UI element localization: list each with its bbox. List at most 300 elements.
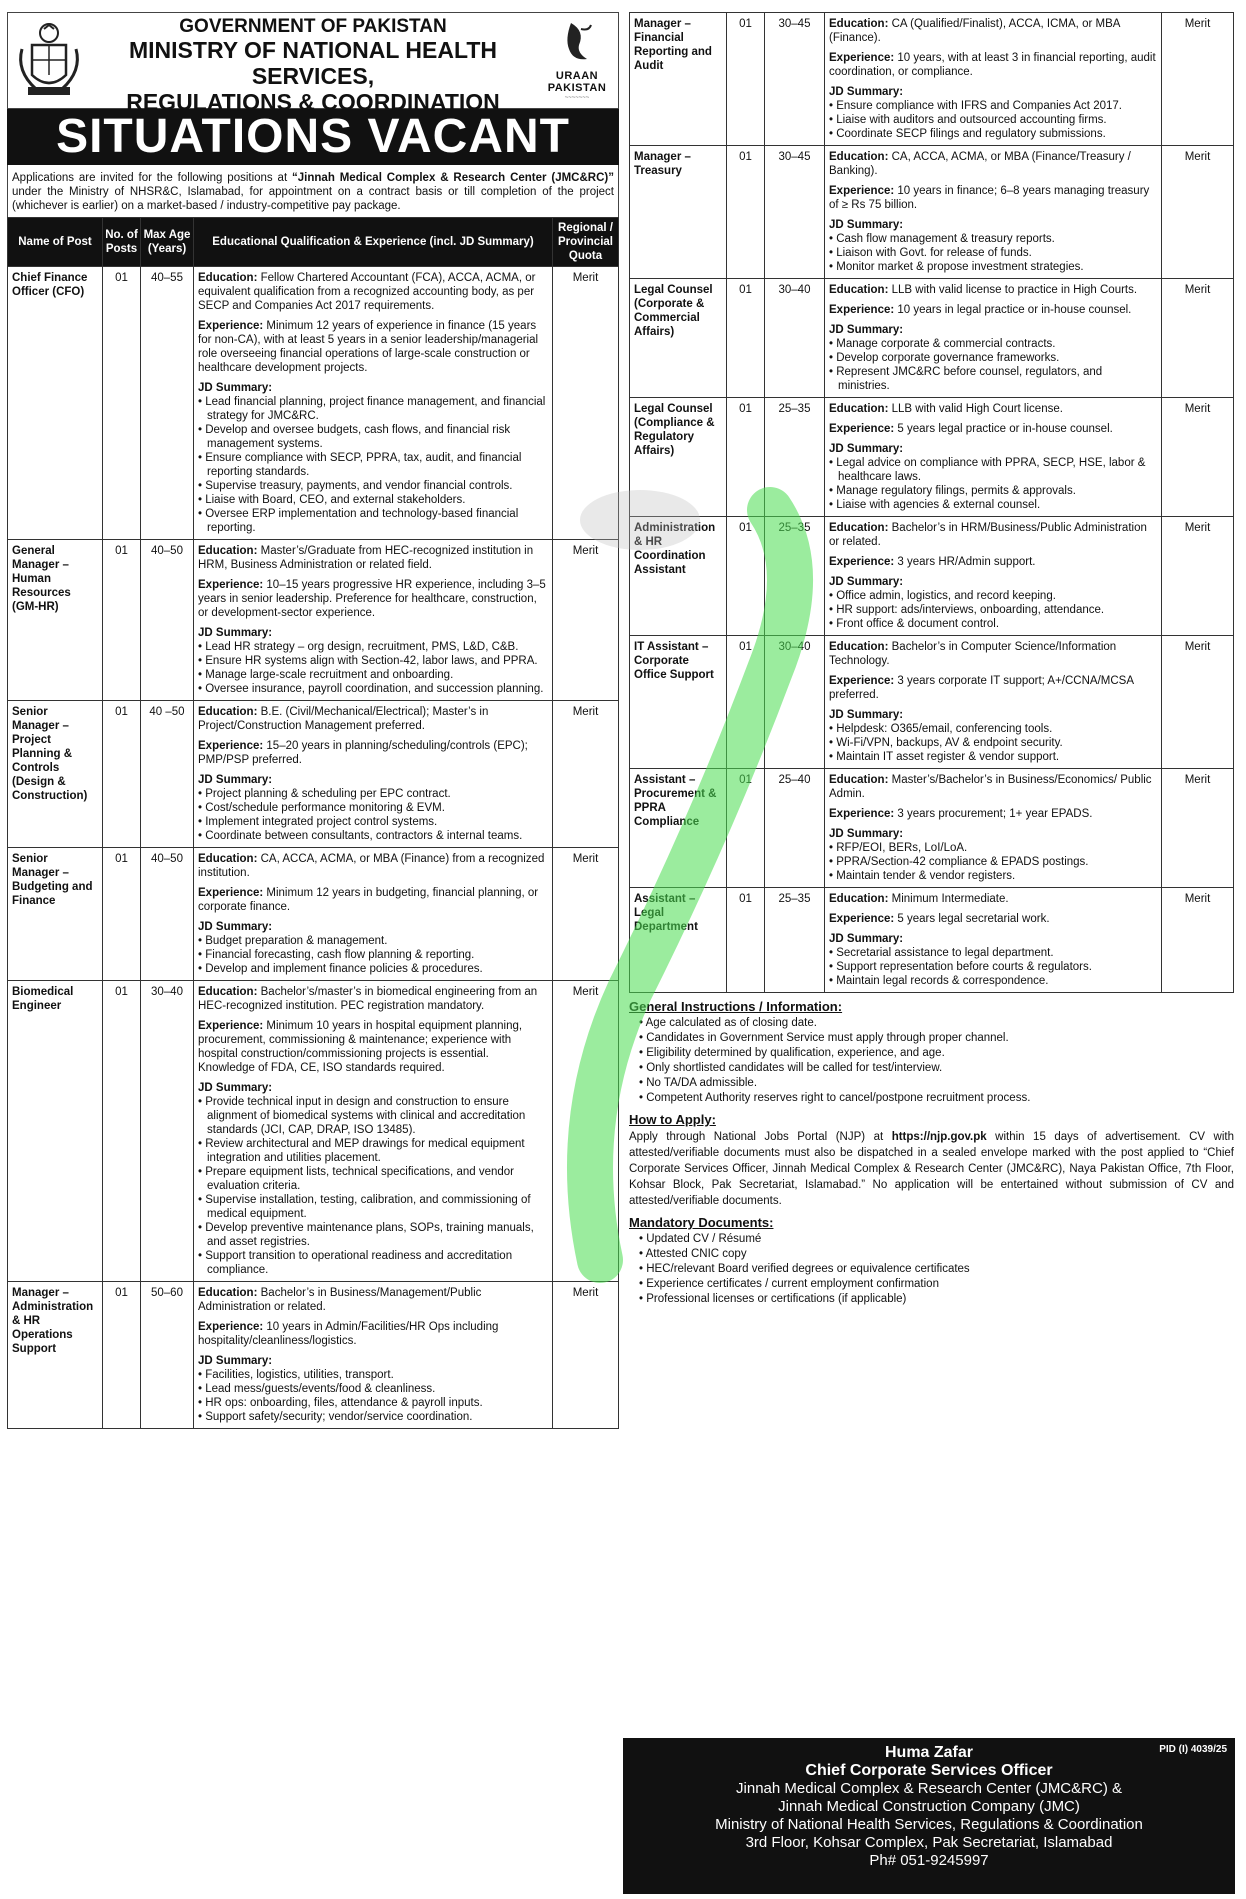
experience-label: Experience: <box>829 808 895 820</box>
post-count: 01 <box>103 981 141 1282</box>
qualification-cell <box>825 769 1162 888</box>
experience-para <box>198 886 548 914</box>
education-para <box>829 773 1157 801</box>
experience-text: 10 years in Admin/Facilities/HR Ops including hospitality/cleanliness/logistics. <box>198 1321 499 1347</box>
general-instructions <box>629 999 1234 1106</box>
education-para <box>829 283 1157 297</box>
education-para <box>198 1286 548 1314</box>
post-count: 01 <box>727 517 765 636</box>
education-label: Education: <box>198 706 258 718</box>
quota: Merit <box>1162 146 1234 279</box>
experience-para <box>198 739 548 767</box>
jd-item: • Wi-Fi/VPN, backups, AV & endpoint security. <box>829 736 1157 750</box>
how-to-apply <box>629 1112 1234 1209</box>
max-age: 30–40 <box>765 636 825 769</box>
post-count: 01 <box>727 146 765 279</box>
address-line: Ministry of National Health Services, Regulations & Coordination <box>715 1816 1143 1833</box>
jd-list <box>829 589 1157 631</box>
post-name: Legal Counsel (Corporate & Commercial Affairs) <box>630 279 727 398</box>
post-count: 01 <box>727 888 765 993</box>
jd-item: • Supervise treasury, payments, and vendor financial controls. <box>198 479 548 493</box>
jd-item: • Maintain tender & vendor registers. <box>829 869 1157 883</box>
col-age-header: Max Age (Years) <box>141 218 194 267</box>
jd-label: JD Summary: <box>829 324 904 336</box>
qualification-cell <box>194 701 553 848</box>
quota: Merit <box>1162 13 1234 146</box>
jobs-table-right <box>629 12 1234 993</box>
qualification-cell <box>194 981 553 1282</box>
education-label: Education: <box>829 18 889 30</box>
education-para <box>829 150 1157 178</box>
education-para <box>198 271 548 313</box>
qualification-cell <box>194 540 553 701</box>
education-text: Bachelor’s/master’s in biomedical engineering from an HEC-recognized institution. PEC registration mandatory. <box>198 986 538 1012</box>
jd-item: • Support safety/security; vendor/service coordination. <box>198 1410 548 1424</box>
max-age: 25–35 <box>765 398 825 517</box>
education-text: Fellow Chartered Accountant (FCA), ACCA, ACMA, or equivalent qualification from a recognized accounting body, as per SECP and Companies Act 2017 requirements. <box>198 272 536 312</box>
col-post-header: Name of Post <box>8 218 103 267</box>
jd-item: • Front office & document control. <box>829 617 1157 631</box>
post-count: 01 <box>727 636 765 769</box>
jd-item: • Manage corporate & commercial contracts. <box>829 337 1157 351</box>
jd-item: • Provide technical input in design and construction to ensure alignment of biomedical systems with clinical and accreditation standards (JCI, CAP, DRAP, ISO 13485). <box>198 1095 548 1137</box>
education-para <box>829 402 1157 416</box>
education-label: Education: <box>829 522 889 534</box>
post-name: Chief Finance Officer (CFO) <box>8 267 103 540</box>
experience-label: Experience: <box>198 887 264 899</box>
experience-text: 10 years, with at least 3 in financial reporting, audit coordination, or compliance. <box>829 52 1156 78</box>
jd-item: • PPRA/Section-42 compliance & EPADS postings. <box>829 855 1157 869</box>
post-name: Administration & HR Coordination Assistant <box>630 517 727 636</box>
address-line: 3rd Floor, Kohsar Complex, Pak Secretariat, Islamabad <box>745 1834 1113 1851</box>
jd-list <box>829 722 1157 764</box>
jd-item: • Lead financial planning, project finance management, and financial strategy for JMC&RC. <box>198 395 548 423</box>
post-name: Manager – Financial Reporting and Audit <box>630 13 727 146</box>
mandatory-documents-list <box>629 1232 1234 1307</box>
post-count: 01 <box>103 540 141 701</box>
max-age: 30–40 <box>141 981 194 1282</box>
jd-item: • Office admin, logistics, and record keeping. <box>829 589 1157 603</box>
intro-org: “Jinnah Medical Complex & Research Center (JMC&RC)” <box>292 172 614 184</box>
qualification-cell <box>825 279 1162 398</box>
post-name: Senior Manager – Project Planning & Controls (Design & Construction) <box>8 701 103 848</box>
experience-text: Minimum 12 years in budgeting, financial planning, or corporate finance. <box>198 887 539 913</box>
jd-item: • HR ops: onboarding, files, attendance & payroll inputs. <box>198 1396 548 1410</box>
experience-para <box>829 555 1157 569</box>
jd-item: • Ensure compliance with IFRS and Companies Act 2017. <box>829 99 1157 113</box>
experience-label: Experience: <box>829 675 895 687</box>
jd-label: JD Summary: <box>829 443 904 455</box>
job-row <box>630 398 1234 517</box>
apply-after: within 15 days of advertisement. CV with attested/verifiable documents must also be dispatched in a sealed envelope marked with the post applied to “Chief Corporate Services Officer, Jinnah Medical Complex & Research Center (JMC&RC), Naya Pakistan Office, 7th Floor, Kohsar Block, Pak Secretariat, Islamabad.” No application will be entertained without submission of CV and attested/verifiable documents. <box>629 1131 1235 1207</box>
post-name: Manager – Administration & HR Operations Support <box>8 1282 103 1429</box>
how-to-apply-text <box>629 1129 1234 1209</box>
quota: Merit <box>1162 769 1234 888</box>
education-para <box>829 521 1157 549</box>
job-row <box>8 701 619 848</box>
education-text: LLB with valid license to practice in High Courts. <box>891 284 1138 296</box>
col-qual-header: Educational Qualification & Experience (incl. JD Summary) <box>194 218 553 267</box>
jd-item: • Review architectural and MEP drawings for medical equipment integration and utilities placement. <box>198 1137 548 1165</box>
jd-item: • HR support: ads/interviews, onboarding, attendance. <box>829 603 1157 617</box>
experience-label: Experience: <box>829 185 895 197</box>
document-item: • HEC/relevant Board verified degrees or equivalence certificates <box>639 1262 1234 1277</box>
experience-label: Experience: <box>829 304 895 316</box>
education-text: B.E. (Civil/Mechanical/Electrical); Master’s in Project/Construction Management preferred. <box>198 706 489 732</box>
education-label: Education: <box>829 403 889 415</box>
gov-title: GOVERNMENT OF PAKISTAN <box>179 16 447 37</box>
document-item: • Professional licenses or certifications (if applicable) <box>639 1292 1234 1307</box>
post-count: 01 <box>103 848 141 981</box>
qualification-cell <box>825 13 1162 146</box>
ministry-line-1: MINISTRY OF NATIONAL HEALTH SERVICES, <box>129 37 497 89</box>
qualification-cell <box>194 848 553 981</box>
ad-header <box>7 12 619 115</box>
experience-para <box>829 303 1157 317</box>
general-instructions-title: General Instructions / Information: <box>629 999 843 1014</box>
max-age: 40–55 <box>141 267 194 540</box>
qualification-cell <box>825 888 1162 993</box>
job-row <box>630 636 1234 769</box>
instruction-item: • No TA/DA admissible. <box>639 1076 1234 1091</box>
qualification-cell <box>194 1282 553 1429</box>
jd-item: • Coordinate between consultants, contractors & internal teams. <box>198 829 548 843</box>
instruction-item: • Eligibility determined by qualification, experience, and age. <box>639 1046 1234 1061</box>
experience-para <box>829 674 1157 702</box>
jd-item: • Coordinate SECP filings and regulatory submissions. <box>829 127 1157 141</box>
jd-item: • Support transition to operational readiness and accreditation compliance. <box>198 1249 548 1277</box>
qualification-cell <box>825 146 1162 279</box>
jd-list <box>198 1368 548 1424</box>
job-row <box>8 267 619 540</box>
jd-label: JD Summary: <box>829 709 904 721</box>
experience-label: Experience: <box>198 1321 264 1333</box>
left-column <box>7 12 619 1429</box>
jd-item: • Develop and oversee budgets, cash flows, and financial risk management systems. <box>198 423 548 451</box>
jd-item: • Cost/schedule performance monitoring & EVM. <box>198 801 548 815</box>
jd-label: JD Summary: <box>829 576 904 588</box>
experience-para <box>198 1019 548 1075</box>
jd-item: • Support representation before courts & regulators. <box>829 960 1157 974</box>
quota: Merit <box>553 1282 619 1429</box>
education-text: Master’s/Bachelor’s in Business/Economics/ Public Admin. <box>829 774 1152 800</box>
max-age: 25–40 <box>765 769 825 888</box>
education-para <box>198 705 548 733</box>
education-para <box>198 985 548 1013</box>
job-row <box>630 279 1234 398</box>
jd-item: • Develop and implement finance policies & procedures. <box>198 962 548 976</box>
col-quota-header: Regional / Provincial Quota <box>553 218 619 267</box>
experience-text: 15–20 years in planning/scheduling/controls (EPC); PMP/PSP preferred. <box>198 740 528 766</box>
uraan-title: URAAN PAKISTAN <box>547 70 607 94</box>
jd-label: JD Summary: <box>198 774 273 786</box>
education-para <box>829 17 1157 45</box>
quota: Merit <box>1162 636 1234 769</box>
post-count: 01 <box>727 279 765 398</box>
jobs-table-left <box>7 217 619 1429</box>
jd-item: • Ensure HR systems align with Section-42, labor laws, and PPRA. <box>198 654 548 668</box>
experience-para <box>829 807 1157 821</box>
qualification-cell <box>825 517 1162 636</box>
intro-after: under the Ministry of NHSR&C, Islamabad, for appointment on a contract basis or till completion of the project (whichever is earlier) on a market-based / industry-competitive pay package. <box>12 186 614 212</box>
jd-label: JD Summary: <box>829 933 904 945</box>
jd-label: JD Summary: <box>198 1355 273 1367</box>
jd-list <box>829 99 1157 141</box>
max-age: 50–60 <box>141 1282 194 1429</box>
how-to-apply-title: How to Apply: <box>629 1112 716 1127</box>
experience-text: 10–15 years progressive HR experience, including 3–5 years in senior leadership. Preference for healthcare, construction, or development-sector experience. <box>198 579 546 619</box>
jd-item: • RFP/EOI, BERs, LoI/LoA. <box>829 841 1157 855</box>
education-label: Education: <box>829 284 889 296</box>
table-header-row <box>8 218 619 267</box>
education-text: Master’s/Graduate from HEC-recognized institution in HRM, Business Administration or related field. <box>198 545 534 571</box>
jd-item: • Implement integrated project control systems. <box>198 815 548 829</box>
address-line: Jinnah Medical Construction Company (JMC) <box>778 1798 1080 1815</box>
post-name: General Manager – Human Resources (GM-HR) <box>8 540 103 701</box>
experience-text: Minimum 10 years in hospital equipment planning, procurement, commissioning & maintenance; experience with hospital construction/commissioning projects is essential. Knowledge of FDA, CE, ISO standards required. <box>198 1020 523 1074</box>
education-para <box>198 544 548 572</box>
job-row <box>630 517 1234 636</box>
jd-item: • Lead mess/guests/events/food & cleanliness. <box>198 1382 548 1396</box>
education-text: LLB with valid High Court license. <box>891 403 1063 415</box>
document-item: • Attested CNIC copy <box>639 1247 1234 1262</box>
jd-label: JD Summary: <box>829 219 904 231</box>
qualification-cell <box>194 267 553 540</box>
post-count: 01 <box>103 1282 141 1429</box>
jd-item: • Facilities, logistics, utilities, transport. <box>198 1368 548 1382</box>
experience-para <box>829 422 1157 436</box>
job-row <box>630 146 1234 279</box>
jd-item: • Ensure compliance with SECP, PPRA, tax, audit, and financial reporting standards. <box>198 451 548 479</box>
instruction-item: • Only shortlisted candidates will be called for test/interview. <box>639 1061 1234 1076</box>
right-column <box>629 12 1234 1307</box>
jd-item: • Lead HR strategy – org design, recruitment, PMS, L&D, C&B. <box>198 640 548 654</box>
education-text: Bachelor’s in HRM/Business/Public Administration or related. <box>829 522 1147 548</box>
address-line: Jinnah Medical Complex & Research Center (JMC&RC) & <box>736 1780 1122 1797</box>
education-text: Bachelor’s in Business/Management/Public Administration or related. <box>198 1287 482 1313</box>
education-label: Education: <box>198 853 258 865</box>
jd-list <box>829 841 1157 883</box>
experience-text: 5 years legal practice or in-house counsel. <box>897 423 1113 435</box>
post-count: 01 <box>727 398 765 517</box>
education-label: Education: <box>198 545 258 557</box>
experience-text: 10 years in finance; 6–8 years managing treasury of ≥ Rs 75 billion. <box>829 185 1150 211</box>
situations-vacant-banner: SITUATIONS VACANT <box>7 109 619 165</box>
education-text: Bachelor’s in Computer Science/Information Technology. <box>829 641 1117 667</box>
max-age: 30–45 <box>765 13 825 146</box>
education-para <box>829 640 1157 668</box>
jd-item: • Maintain IT asset register & vendor support. <box>829 750 1157 764</box>
job-row <box>630 888 1234 993</box>
experience-para <box>829 184 1157 212</box>
education-para <box>198 852 548 880</box>
jd-item: • Liaise with agencies & external counsel. <box>829 498 1157 512</box>
quota: Merit <box>1162 398 1234 517</box>
max-age: 40–50 <box>141 848 194 981</box>
jd-item: • Maintain legal records & correspondence. <box>829 974 1157 988</box>
experience-text: 3 years corporate IT support; A+/CCNA/MCSA preferred. <box>829 675 1134 701</box>
quota: Merit <box>553 540 619 701</box>
experience-text: 5 years legal secretarial work. <box>897 913 1050 925</box>
jd-list <box>198 395 548 535</box>
officer-name: Huma Zafar <box>884 1744 974 1761</box>
jd-item: • Financial forecasting, cash flow planning & reporting. <box>198 948 548 962</box>
max-age: 25–35 <box>765 888 825 993</box>
jd-item: • Project planning & scheduling per EPC contract. <box>198 787 548 801</box>
jd-item: • Develop corporate governance frameworks. <box>829 351 1157 365</box>
job-row <box>8 848 619 981</box>
jd-item: • Helpdesk: O365/email, conferencing tools. <box>829 722 1157 736</box>
experience-para <box>198 319 548 375</box>
instruction-item: • Age calculated as of closing date. <box>639 1016 1234 1031</box>
jd-list <box>198 787 548 843</box>
experience-para <box>198 578 548 620</box>
jd-label: JD Summary: <box>198 382 273 394</box>
max-age: 25–35 <box>765 517 825 636</box>
quota: Merit <box>553 701 619 848</box>
experience-text: 10 years in legal practice or in-house counsel. <box>897 304 1132 316</box>
jd-item: • Prepare equipment lists, technical specifications, and vendor evaluation criteria. <box>198 1165 548 1193</box>
instruction-item: • Competent Authority reserves right to cancel/postpone recruitment process. <box>639 1091 1234 1106</box>
post-name: Assistant – Procurement & PPRA Compliance <box>630 769 727 888</box>
jd-list <box>198 640 548 696</box>
job-row <box>8 540 619 701</box>
mandatory-documents-title: Mandatory Documents: <box>629 1215 774 1230</box>
experience-para <box>198 1320 548 1348</box>
education-text: CA (Qualified/Finalist), ACCA, ICMA, or MBA (Finance). <box>829 18 1120 44</box>
jd-item: • Manage large-scale recruitment and onboarding. <box>198 668 548 682</box>
max-age: 40 –50 <box>141 701 194 848</box>
jd-list <box>829 337 1157 393</box>
quota: Merit <box>1162 517 1234 636</box>
document-item: • Experience certificates / current employment confirmation <box>639 1277 1234 1292</box>
jd-item: • Legal advice on compliance with PPRA, SECP, HSE, labor & healthcare laws. <box>829 456 1157 484</box>
experience-label: Experience: <box>198 579 264 591</box>
intro-before: Applications are invited for the following positions at <box>12 172 293 184</box>
instruction-item: • Candidates in Government Service must apply through proper channel. <box>639 1031 1234 1046</box>
education-text: CA, ACCA, ACMA, or MBA (Finance/Treasury / Banking). <box>829 151 1131 177</box>
experience-label: Experience: <box>198 1020 264 1032</box>
document-item: • Updated CV / Résumé <box>639 1232 1234 1247</box>
education-label: Education: <box>829 893 889 905</box>
address-line: Ph# 051-9245997 <box>869 1852 989 1869</box>
education-label: Education: <box>829 774 889 786</box>
max-age: 30–40 <box>765 279 825 398</box>
quota: Merit <box>553 981 619 1282</box>
mandatory-documents <box>629 1215 1234 1307</box>
job-row <box>8 1282 619 1429</box>
experience-label: Experience: <box>829 556 895 568</box>
jd-item: • Develop preventive maintenance plans, SOPs, training manuals, and asset registries. <box>198 1221 548 1249</box>
jd-list <box>198 934 548 976</box>
post-name: Biomedical Engineer <box>8 981 103 1282</box>
education-label: Education: <box>829 641 889 653</box>
uraan-pakistan-logo <box>542 19 612 105</box>
general-instructions-list <box>629 1016 1234 1106</box>
education-label: Education: <box>198 986 258 998</box>
jd-item: • Manage regulatory filings, permits & approvals. <box>829 484 1157 498</box>
contact-footer <box>623 1738 1235 1894</box>
experience-para <box>829 51 1157 79</box>
intro-paragraph <box>7 165 619 217</box>
job-row <box>8 981 619 1282</box>
njp-link[interactable]: https://njp.gov.pk <box>891 1131 987 1143</box>
jd-list <box>198 1095 548 1277</box>
quota: Merit <box>553 267 619 540</box>
jd-label: JD Summary: <box>829 828 904 840</box>
post-name: Assistant – Legal Department <box>630 888 727 993</box>
jd-item: • Secretarial assistance to legal department. <box>829 946 1157 960</box>
experience-text: 3 years HR/Admin support. <box>897 556 1036 568</box>
jd-list <box>829 946 1157 988</box>
job-row <box>630 13 1234 146</box>
experience-label: Experience: <box>198 320 264 332</box>
jd-item: • Liaise with Board, CEO, and external stakeholders. <box>198 493 548 507</box>
experience-text: Minimum 12 years of experience in finance (15 years for non-CA), with at least 5 years in a senior leadership/managerial role overseeing financial operations of large-scale construction or healthcare development projects. <box>198 320 539 374</box>
jd-item: • Monitor market & propose investment strategies. <box>829 260 1157 274</box>
education-text: Minimum Intermediate. <box>891 893 1009 905</box>
col-num-header: No. of Posts <box>103 218 141 267</box>
experience-label: Experience: <box>829 423 895 435</box>
quota: Merit <box>1162 888 1234 993</box>
qualification-cell <box>825 636 1162 769</box>
jd-item: • Represent JMC&RC before counsel, regulators, and ministries. <box>829 365 1157 393</box>
experience-label: Experience: <box>198 740 264 752</box>
experience-label: Experience: <box>829 52 895 64</box>
education-label: Education: <box>829 151 889 163</box>
jd-list <box>829 456 1157 512</box>
education-label: Education: <box>198 1287 258 1299</box>
officer-designation: Chief Corporate Services Officer <box>805 1762 1053 1779</box>
pid-number: PID (I) 4039/25 <box>1159 1744 1227 1755</box>
header-text <box>88 17 538 115</box>
post-count: 01 <box>103 267 141 540</box>
education-label: Education: <box>198 272 258 284</box>
max-age: 30–45 <box>765 146 825 279</box>
experience-label: Experience: <box>829 913 895 925</box>
post-count: 01 <box>727 13 765 146</box>
post-name: Senior Manager – Budgeting and Finance <box>8 848 103 981</box>
education-para <box>829 892 1157 906</box>
quota: Merit <box>553 848 619 981</box>
quota: Merit <box>1162 279 1234 398</box>
max-age: 40–50 <box>141 540 194 701</box>
state-emblem-icon <box>14 19 84 99</box>
post-count: 01 <box>727 769 765 888</box>
jd-item: • Oversee insurance, payroll coordination, and succession planning. <box>198 682 548 696</box>
post-count: 01 <box>103 701 141 848</box>
jd-item: • Cash flow management & treasury reports. <box>829 232 1157 246</box>
jd-item: • Budget preparation & management. <box>198 934 548 948</box>
experience-para <box>829 912 1157 926</box>
jd-item: • Oversee ERP implementation and technology-based financial reporting. <box>198 507 548 535</box>
jd-label: JD Summary: <box>198 1082 273 1094</box>
job-row <box>630 769 1234 888</box>
post-name: IT Assistant – Corporate Office Support <box>630 636 727 769</box>
jd-list <box>829 232 1157 274</box>
jd-label: JD Summary: <box>829 86 904 98</box>
experience-text: 3 years procurement; 1+ year EPADS. <box>897 808 1093 820</box>
uraan-bird-icon <box>557 19 597 65</box>
qualification-cell <box>825 398 1162 517</box>
post-name: Manager – Treasury <box>630 146 727 279</box>
jd-item: • Liaison with Govt. for release of funds. <box>829 246 1157 260</box>
jd-label: JD Summary: <box>198 627 273 639</box>
jd-item: • Supervise installation, testing, calibration, and commissioning of medical equipment. <box>198 1193 548 1221</box>
apply-before: Apply through National Jobs Portal (NJP) at <box>629 1131 892 1143</box>
uraan-subtitle-script: ~~~~~~~ <box>564 95 590 101</box>
ministry-line-2: REGULATIONS & COORDINATION <box>126 89 500 115</box>
